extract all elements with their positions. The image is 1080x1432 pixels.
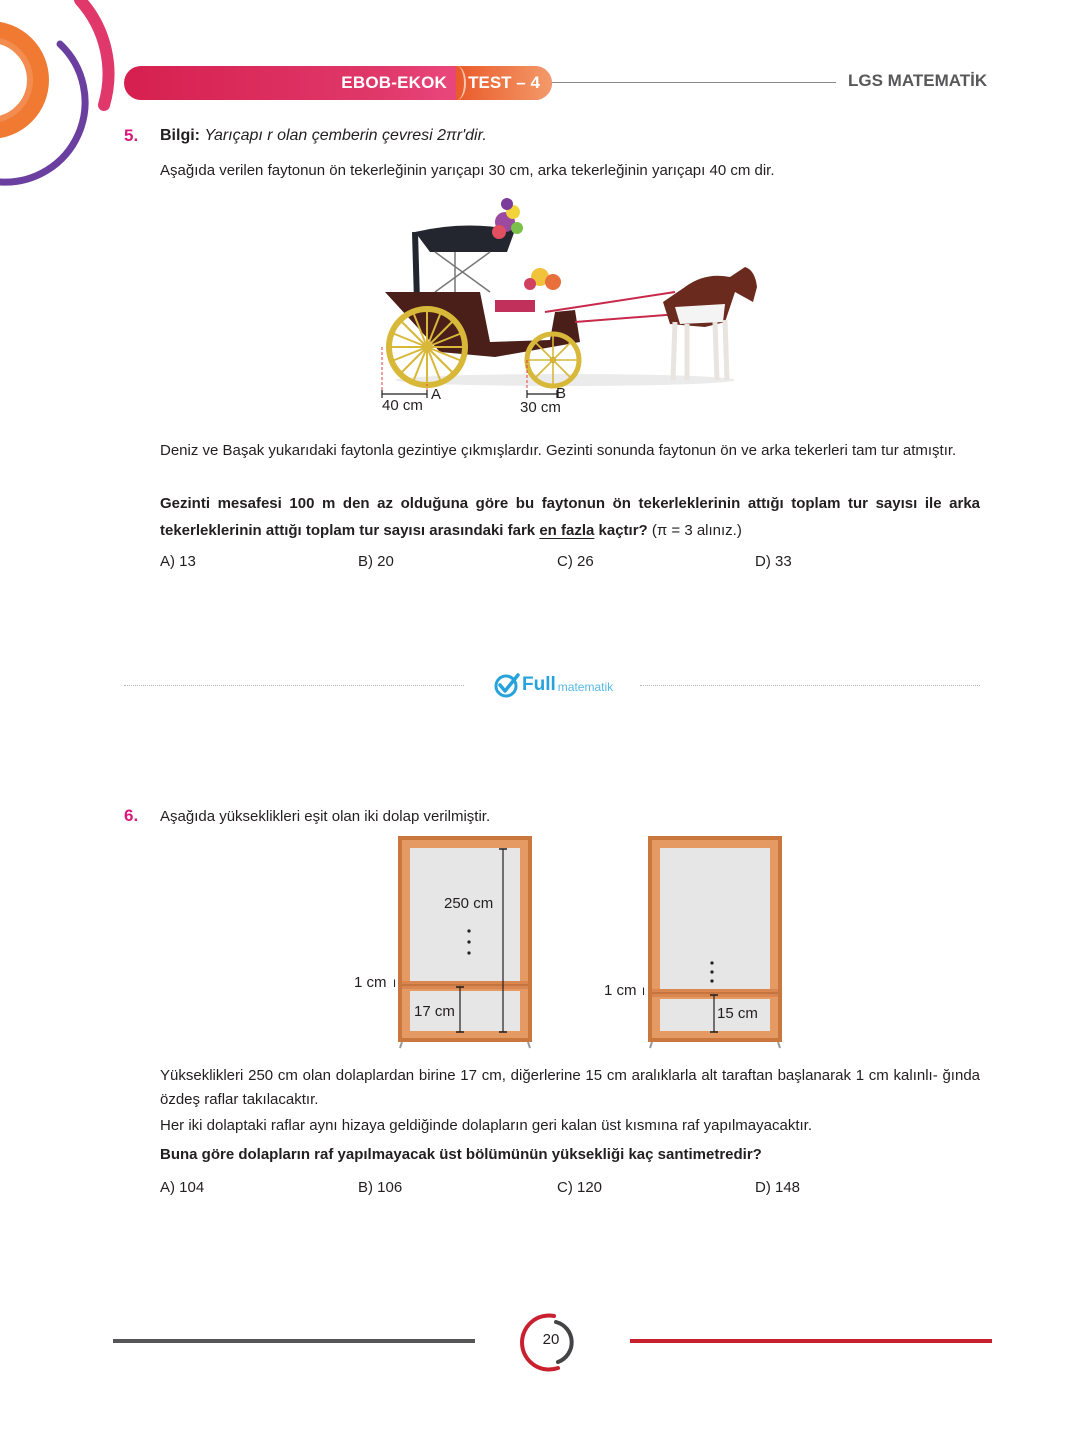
brand-logo	[494, 672, 613, 698]
divider-right	[640, 685, 980, 686]
test-label: TEST – 4	[456, 66, 552, 100]
question6-paragraph2: Her iki dolaptaki raflar aynı hizaya geldiğinde dolapların geri kalan üst kısmına raf yapılmayacaktır.	[160, 1117, 812, 1134]
header-rule	[552, 82, 836, 83]
question6-question: Buna göre dolapların raf yapılmayacak üst bölümünün yüksekliği kaç santimetredir?	[160, 1146, 762, 1163]
logo-main: Full	[522, 674, 556, 695]
rear-wheel-radius-label: 40 cm	[382, 397, 423, 414]
option-c[interactable]: C) 26	[557, 553, 594, 570]
question5-options	[160, 553, 980, 577]
topic-title: EBOB-EKOK	[341, 73, 447, 92]
info-text: Yarıçapı r olan çemberin çevresi 2πr'dir.	[204, 127, 487, 144]
decorative-arcs	[0, 0, 130, 200]
emphasis-en-fazla: en fazla	[539, 522, 595, 539]
front-point-label: B	[556, 385, 567, 402]
question-number-5: 5.	[124, 126, 139, 145]
option-d[interactable]: D) 148	[755, 1179, 801, 1196]
footer-rule-right	[630, 1339, 992, 1343]
option-c[interactable]: C) 120	[557, 1179, 603, 1196]
rear-point-label: A	[431, 386, 442, 403]
shelf-bracket-icon: I	[642, 986, 646, 998]
header-banner	[124, 66, 552, 100]
question5-paragraph: Deniz ve Başak yukarıdaki faytonla gezintiye çıkmışlardır. Gezinti sonunda faytonun ön ve arka tekerleri tam tur atmıştır.	[160, 442, 957, 459]
question-text: Gezinti mesafesi 100 m den az olduğuna göre bu faytonun ön tekerleklerinin attığı toplam tur sayısı ile arka tekerleklerinin attığı toplam tur sayısı arasındaki fark	[160, 495, 980, 539]
option-a[interactable]: A) 13	[160, 553, 196, 570]
question5-intro: Aşağıda verilen faytonun ön tekerleğinin yarıçapı 30 cm, arka tekerleğinin yarıçapı 40 cm dir.	[160, 162, 775, 179]
question6-options	[160, 1179, 980, 1203]
info-line	[160, 124, 487, 148]
footer-rule-left	[113, 1339, 475, 1343]
question-text-end: kaçtır?	[594, 522, 648, 539]
question6-intro: Aşağıda yükseklikleri eşit olan iki dolap verilmiştir.	[160, 808, 491, 825]
front-wheel-radius-label: 30 cm	[520, 399, 561, 416]
cabinet1-height-label: 250 cm	[444, 895, 494, 912]
question5-question	[160, 490, 980, 544]
page-number: 20	[542, 1331, 560, 1348]
check-circle-icon	[494, 672, 520, 698]
cabinet1-gap-label: 17 cm	[414, 1003, 455, 1020]
logo-sub: matematik	[557, 680, 614, 694]
cabinet-2	[646, 835, 784, 1050]
divider-left	[124, 685, 464, 686]
option-a[interactable]: A) 104	[160, 1179, 205, 1196]
info-label: Bilgi:	[160, 127, 200, 144]
cabinet1-shelf-thickness-label: 1 cm	[354, 974, 387, 991]
pi-note: (π = 3 alınız.)	[647, 522, 742, 539]
question-number-6: 6.	[124, 806, 139, 825]
cabinet2-shelf-thickness-label: 1 cm	[604, 982, 637, 999]
shelf-bracket-icon: I	[393, 978, 397, 990]
book-title: LGS MATEMATİK	[848, 71, 988, 90]
question6-paragraph1: Yükseklikleri 250 cm olan dolaplardan birine 17 cm, diğerlerine 15 cm aralıklarla alt taraftan başlanarak 1 cm kalınlı- ğında özdeş raflar takılacaktır.	[160, 1067, 980, 1108]
option-b[interactable]: B) 20	[358, 553, 394, 570]
option-d[interactable]: D) 33	[755, 553, 792, 570]
cabinet2-gap-label: 15 cm	[717, 1005, 758, 1022]
option-b[interactable]: B) 106	[358, 1179, 403, 1196]
